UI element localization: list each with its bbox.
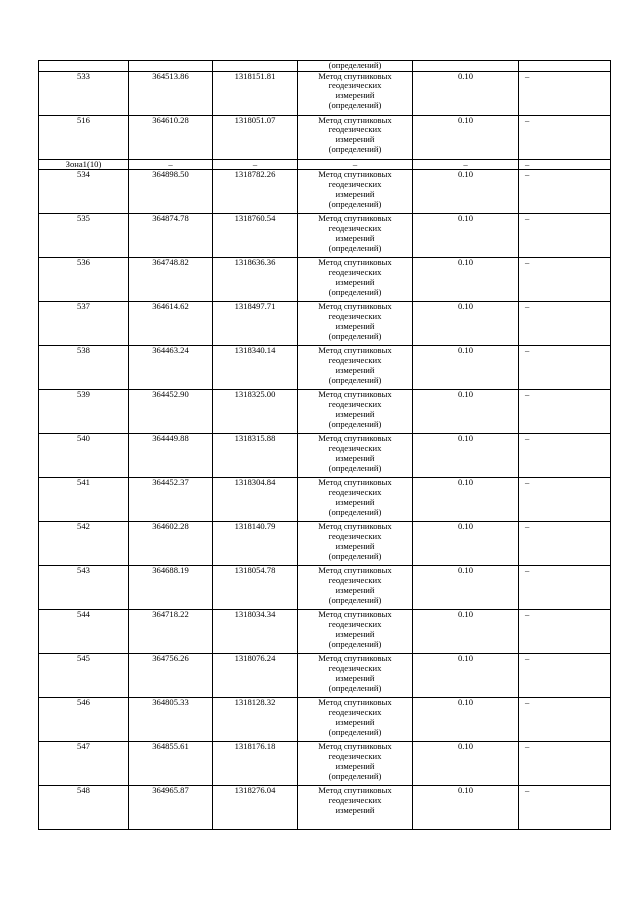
cell-x-coordinate: 364748.82 <box>129 258 213 302</box>
cell-note: – <box>519 786 611 830</box>
cell-y-coordinate: 1318276.04 <box>213 786 298 830</box>
cell-precision: 0.10 <box>413 566 519 610</box>
method-line: (определений) <box>328 550 382 561</box>
cell-note: – <box>519 654 611 698</box>
cell-method <box>298 115 413 159</box>
method-line: измерений <box>335 628 375 639</box>
method-line: (определений) <box>328 99 382 110</box>
cell-precision: 0.10 <box>413 434 519 478</box>
cell-precision: 0.10 <box>413 610 519 654</box>
cell-x-coordinate: 364449.88 <box>129 434 213 478</box>
cell-precision: 0.10 <box>413 258 519 302</box>
cell-point-number: 547 <box>39 742 129 786</box>
zone-row <box>39 159 611 170</box>
cell-y-coordinate: 1318034.34 <box>213 610 298 654</box>
cell-method <box>298 434 413 478</box>
cell-x-coordinate: 364688.19 <box>129 566 213 610</box>
cell-point-number: 536 <box>39 258 129 302</box>
cell-y-coordinate: 1318054.78 <box>213 566 298 610</box>
cell-precision: 0.10 <box>413 390 519 434</box>
method-line: Метод спутниковых <box>318 301 392 312</box>
cell-x-coordinate: 364463.24 <box>129 346 213 390</box>
cell-point-number: 546 <box>39 698 129 742</box>
method-line: геодезических <box>328 80 382 91</box>
cell-precision: 0.10 <box>413 214 519 258</box>
table-row <box>39 434 611 478</box>
cell-method <box>298 214 413 258</box>
cell-note: – <box>519 170 611 214</box>
cell-precision: 0.10 <box>413 698 519 742</box>
method-line: геодезических <box>328 487 382 498</box>
cell-point-number: 516 <box>39 115 129 159</box>
method-line: измерений <box>335 452 375 463</box>
cell-note: – <box>519 346 611 390</box>
table-row <box>39 786 611 830</box>
zone-label: Зона1(10) <box>39 159 129 170</box>
method-line: (определений) <box>328 286 382 297</box>
method-line: Метод спутниковых <box>318 169 392 180</box>
cell-note: – <box>519 742 611 786</box>
method-line: Метод спутниковых <box>318 433 392 444</box>
cell-y-coordinate: 1318340.14 <box>213 346 298 390</box>
table-row <box>39 478 611 522</box>
method-line: геодезических <box>328 355 382 366</box>
method-line: (определений) <box>328 726 382 737</box>
table-row <box>39 610 611 654</box>
cell-method <box>298 346 413 390</box>
zone-dash: – <box>519 159 611 170</box>
method-line: (определений) <box>328 682 382 693</box>
cell-point-number: 537 <box>39 302 129 346</box>
table-row <box>39 742 611 786</box>
cell-x-coordinate: 364965.87 <box>129 786 213 830</box>
cell-note: – <box>519 214 611 258</box>
method-line: Метод спутниковых <box>318 565 392 576</box>
cell-point-number: 534 <box>39 170 129 214</box>
cell-method <box>298 478 413 522</box>
method-line: геодезических <box>328 399 382 410</box>
method-line: измерений <box>335 276 375 287</box>
cell-method <box>298 566 413 610</box>
cell-x-coordinate: 364855.61 <box>129 742 213 786</box>
cell-method <box>298 522 413 566</box>
cell-y-coordinate: 1318304.84 <box>213 478 298 522</box>
cell-note: – <box>519 115 611 159</box>
method-line: измерений <box>335 364 375 375</box>
cell-method <box>298 654 413 698</box>
cell-y-coordinate: 1318760.54 <box>213 214 298 258</box>
method-line: Метод спутниковых <box>318 653 392 664</box>
cell-point-number: 545 <box>39 654 129 698</box>
cell-y-coordinate: 1318151.81 <box>213 71 298 115</box>
method-line: измерений <box>335 804 375 815</box>
cell-point-number: 540 <box>39 434 129 478</box>
method-line: измерений <box>335 188 375 199</box>
method-line: измерений <box>335 134 375 145</box>
cell-y-coordinate: 1318315.88 <box>213 434 298 478</box>
cell-y-coordinate: 1318636.36 <box>213 258 298 302</box>
table-row <box>39 302 611 346</box>
document-page <box>38 60 610 830</box>
method-line: (определений) <box>328 462 382 473</box>
method-line: (определений) <box>328 770 382 781</box>
cell-note: – <box>519 610 611 654</box>
cell-x-coordinate: 364452.90 <box>129 390 213 434</box>
cell-note: – <box>519 522 611 566</box>
method-line: измерений <box>335 320 375 331</box>
table-row <box>39 522 611 566</box>
method-line: (определений) <box>328 374 382 385</box>
cell-point-number: 535 <box>39 214 129 258</box>
cell-point-number: 542 <box>39 522 129 566</box>
cell-x-coordinate: 364614.62 <box>129 302 213 346</box>
cell-method <box>298 698 413 742</box>
cell-x-coordinate: 364610.28 <box>129 115 213 159</box>
cell-method <box>298 302 413 346</box>
cell-x-coordinate: 364513.86 <box>129 71 213 115</box>
table-row <box>39 170 611 214</box>
method-line: Метод спутниковых <box>318 71 392 81</box>
table-row <box>39 214 611 258</box>
table-row <box>39 258 611 302</box>
table-body <box>39 61 611 830</box>
method-line: измерений <box>335 232 375 243</box>
method-line: измерений <box>335 760 375 771</box>
method-line: геодезических <box>328 124 382 135</box>
method-line: геодезических <box>328 267 382 278</box>
method-line: геодезических <box>328 311 382 322</box>
method-line: геодезических <box>328 795 382 806</box>
cell-precision: 0.10 <box>413 522 519 566</box>
cell-precision: 0.10 <box>413 71 519 115</box>
zone-dash: – <box>129 159 213 170</box>
table-row <box>39 71 611 115</box>
method-line: Метод спутниковых <box>318 115 392 125</box>
cell-precision: 0.10 <box>413 115 519 159</box>
cell-method <box>298 170 413 214</box>
method-line: измерений <box>335 496 375 507</box>
method-line: геодезических <box>328 707 382 718</box>
table-row <box>39 390 611 434</box>
method-line: (определений) <box>328 506 382 517</box>
table-row <box>39 698 611 742</box>
table-row <box>39 346 611 390</box>
method-line: (определений) <box>328 638 382 649</box>
method-line: измерений <box>335 540 375 551</box>
cell-x-coordinate: 364718.22 <box>129 610 213 654</box>
method-line: измерений <box>335 584 375 595</box>
table-row <box>39 566 611 610</box>
cell-note: – <box>519 698 611 742</box>
method-line: (определений) <box>328 198 382 209</box>
cell-precision: 0.10 <box>413 170 519 214</box>
method-line: Метод спутниковых <box>318 477 392 488</box>
method-line: геодезических <box>328 575 382 586</box>
cell-method-tail: (определений) <box>298 61 413 72</box>
method-line: геодезических <box>328 179 382 190</box>
cell-note: – <box>519 478 611 522</box>
method-line: (определений) <box>328 330 382 341</box>
cell-point-number: 539 <box>39 390 129 434</box>
cell-precision: 0.10 <box>413 742 519 786</box>
cell-x-coordinate: 364452.37 <box>129 478 213 522</box>
cell-precision: 0.10 <box>413 786 519 830</box>
method-line: Метод спутниковых <box>318 741 392 752</box>
method-line: измерений <box>335 672 375 683</box>
cell-empty <box>413 61 519 72</box>
cell-precision: 0.10 <box>413 478 519 522</box>
method-line: измерений <box>335 716 375 727</box>
cell-y-coordinate: 1318325.00 <box>213 390 298 434</box>
cell-empty <box>129 61 213 72</box>
cell-note: – <box>519 302 611 346</box>
cell-point-number: 538 <box>39 346 129 390</box>
cell-note: – <box>519 71 611 115</box>
coordinates-table <box>38 60 611 830</box>
cell-y-coordinate: 1318176.18 <box>213 742 298 786</box>
method-line: Метод спутниковых <box>318 609 392 620</box>
method-line: Метод спутниковых <box>318 697 392 708</box>
table-row <box>39 115 611 159</box>
method-line: геодезических <box>328 663 382 674</box>
cell-note: – <box>519 390 611 434</box>
cell-point-number: 533 <box>39 71 129 115</box>
method-line: Метод спутниковых <box>318 213 392 224</box>
cell-x-coordinate: 364898.50 <box>129 170 213 214</box>
cell-method <box>298 258 413 302</box>
method-line: (определений) <box>328 143 382 154</box>
zone-dash: – <box>213 159 298 170</box>
cell-y-coordinate: 1318497.71 <box>213 302 298 346</box>
cell-x-coordinate: 364874.78 <box>129 214 213 258</box>
method-line: геодезических <box>328 619 382 630</box>
cell-x-coordinate: 364805.33 <box>129 698 213 742</box>
method-line: измерений <box>335 408 375 419</box>
method-line: (определений) <box>328 242 382 253</box>
cell-precision: 0.10 <box>413 302 519 346</box>
cell-empty <box>213 61 298 72</box>
cell-y-coordinate: 1318128.32 <box>213 698 298 742</box>
cell-x-coordinate: 364756.26 <box>129 654 213 698</box>
method-line: геодезических <box>328 751 382 762</box>
cell-method <box>298 71 413 115</box>
method-line: Метод спутниковых <box>318 521 392 532</box>
cell-y-coordinate: 1318140.79 <box>213 522 298 566</box>
cell-note: – <box>519 258 611 302</box>
table-row <box>39 654 611 698</box>
method-line: геодезических <box>328 443 382 454</box>
cell-note: – <box>519 434 611 478</box>
cell-method <box>298 390 413 434</box>
cell-method <box>298 786 413 830</box>
cell-method <box>298 742 413 786</box>
cell-empty <box>519 61 611 72</box>
method-line: геодезических <box>328 531 382 542</box>
cell-y-coordinate: 1318782.26 <box>213 170 298 214</box>
method-line: Метод спутниковых <box>318 785 392 796</box>
cell-y-coordinate: 1318076.24 <box>213 654 298 698</box>
method-line: Метод спутниковых <box>318 345 392 356</box>
method-line: Метод спутниковых <box>318 389 392 400</box>
cell-point-number: 543 <box>39 566 129 610</box>
cell-x-coordinate: 364602.28 <box>129 522 213 566</box>
zone-dash: – <box>298 159 413 170</box>
cell-precision: 0.10 <box>413 654 519 698</box>
method-line: измерений <box>335 90 375 101</box>
method-line: (определений) <box>328 594 382 605</box>
cell-note: – <box>519 566 611 610</box>
cell-precision: 0.10 <box>413 346 519 390</box>
continuation-row <box>39 61 611 72</box>
cell-y-coordinate: 1318051.07 <box>213 115 298 159</box>
cell-empty <box>39 61 129 72</box>
method-line: геодезических <box>328 223 382 234</box>
method-line: (определений) <box>328 418 382 429</box>
zone-dash: – <box>413 159 519 170</box>
method-line: Метод спутниковых <box>318 257 392 268</box>
cell-method <box>298 610 413 654</box>
cell-point-number: 548 <box>39 786 129 830</box>
cell-point-number: 541 <box>39 478 129 522</box>
cell-point-number: 544 <box>39 610 129 654</box>
